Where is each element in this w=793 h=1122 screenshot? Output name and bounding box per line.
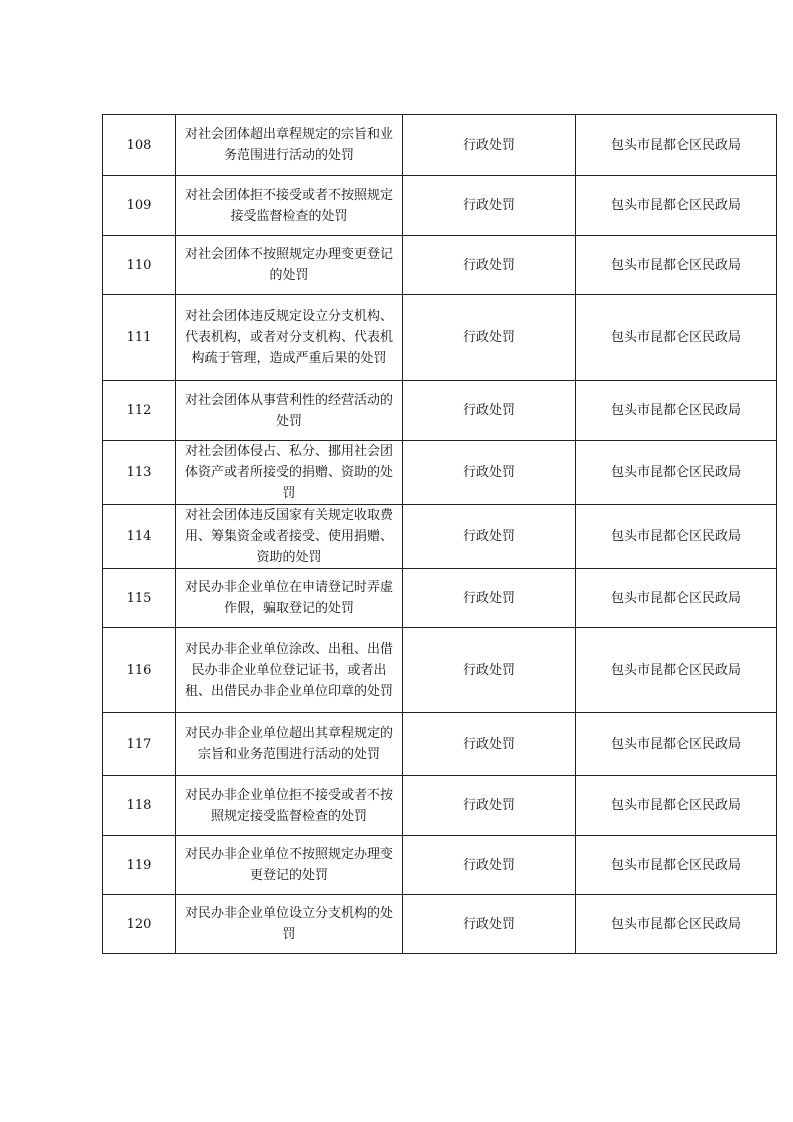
table-row [103,505,777,569]
item-name: 对社会团体违反规定设立分支机构、代表机构，或者对分支机构、代表机构疏于管理，造成严重后果的处罚 [176,295,403,381]
item-name: 对社会团体超出章程规定的宗旨和业务范围进行活动的处罚 [176,115,403,176]
table-row [103,895,777,954]
penalty-items-table [102,114,777,954]
item-number: 112 [103,381,176,441]
item-department: 包头市昆都仑区民政局 [576,776,777,836]
item-name: 对民办非企业单位涂改、出租、出借民办非企业单位登记证书，或者出租、出借民办非企业单位印章的处罚 [176,628,403,713]
table-row [103,295,777,381]
item-name: 对社会团体侵占、私分、挪用社会团体资产或者所接受的捐赠、资助的处罚 [176,441,403,505]
item-number: 110 [103,236,176,295]
item-type: 行政处罚 [403,236,576,295]
item-number: 108 [103,115,176,176]
item-department: 包头市昆都仑区民政局 [576,505,777,569]
item-name: 对社会团体从事营利性的经营活动的处罚 [176,381,403,441]
item-number: 115 [103,569,176,628]
item-type: 行政处罚 [403,776,576,836]
item-type: 行政处罚 [403,505,576,569]
item-department: 包头市昆都仑区民政局 [576,295,777,381]
item-department: 包头市昆都仑区民政局 [576,381,777,441]
item-name: 对民办非企业单位拒不接受或者不按照规定接受监督检查的处罚 [176,776,403,836]
item-name: 对民办非企业单位在申请登记时弄虚作假，骗取登记的处罚 [176,569,403,628]
item-department: 包头市昆都仑区民政局 [576,895,777,954]
item-number: 109 [103,176,176,236]
item-number: 117 [103,713,176,776]
table-row [103,776,777,836]
item-number: 118 [103,776,176,836]
item-type: 行政处罚 [403,569,576,628]
item-type: 行政处罚 [403,895,576,954]
item-type: 行政处罚 [403,628,576,713]
item-number: 116 [103,628,176,713]
item-name: 对民办非企业单位不按照规定办理变更登记的处罚 [176,836,403,895]
item-number: 114 [103,505,176,569]
item-department: 包头市昆都仑区民政局 [576,628,777,713]
item-department: 包头市昆都仑区民政局 [576,569,777,628]
item-type: 行政处罚 [403,176,576,236]
table-row [103,628,777,713]
table-row [103,441,777,505]
table-row [103,176,777,236]
item-type: 行政处罚 [403,295,576,381]
item-type: 行政处罚 [403,441,576,505]
table-row [103,236,777,295]
table-row [103,713,777,776]
item-department: 包头市昆都仑区民政局 [576,836,777,895]
item-number: 120 [103,895,176,954]
item-type: 行政处罚 [403,836,576,895]
item-name: 对社会团体不按照规定办理变更登记的处罚 [176,236,403,295]
table-row [103,569,777,628]
item-number: 119 [103,836,176,895]
item-department: 包头市昆都仑区民政局 [576,176,777,236]
item-department: 包头市昆都仑区民政局 [576,115,777,176]
item-name: 对民办非企业单位设立分支机构的处罚 [176,895,403,954]
item-department: 包头市昆都仑区民政局 [576,236,777,295]
item-name: 对社会团体拒不接受或者不按照规定接受监督检查的处罚 [176,176,403,236]
item-name: 对民办非企业单位超出其章程规定的宗旨和业务范围进行活动的处罚 [176,713,403,776]
item-type: 行政处罚 [403,115,576,176]
item-type: 行政处罚 [403,381,576,441]
item-type: 行政处罚 [403,713,576,776]
table-row [103,381,777,441]
table-row [103,115,777,176]
item-department: 包头市昆都仑区民政局 [576,441,777,505]
table-row [103,836,777,895]
item-name: 对社会团体违反国家有关规定收取费用、筹集资金或者接受、使用捐赠、资助的处罚 [176,505,403,569]
item-number: 111 [103,295,176,381]
item-number: 113 [103,441,176,505]
item-department: 包头市昆都仑区民政局 [576,713,777,776]
